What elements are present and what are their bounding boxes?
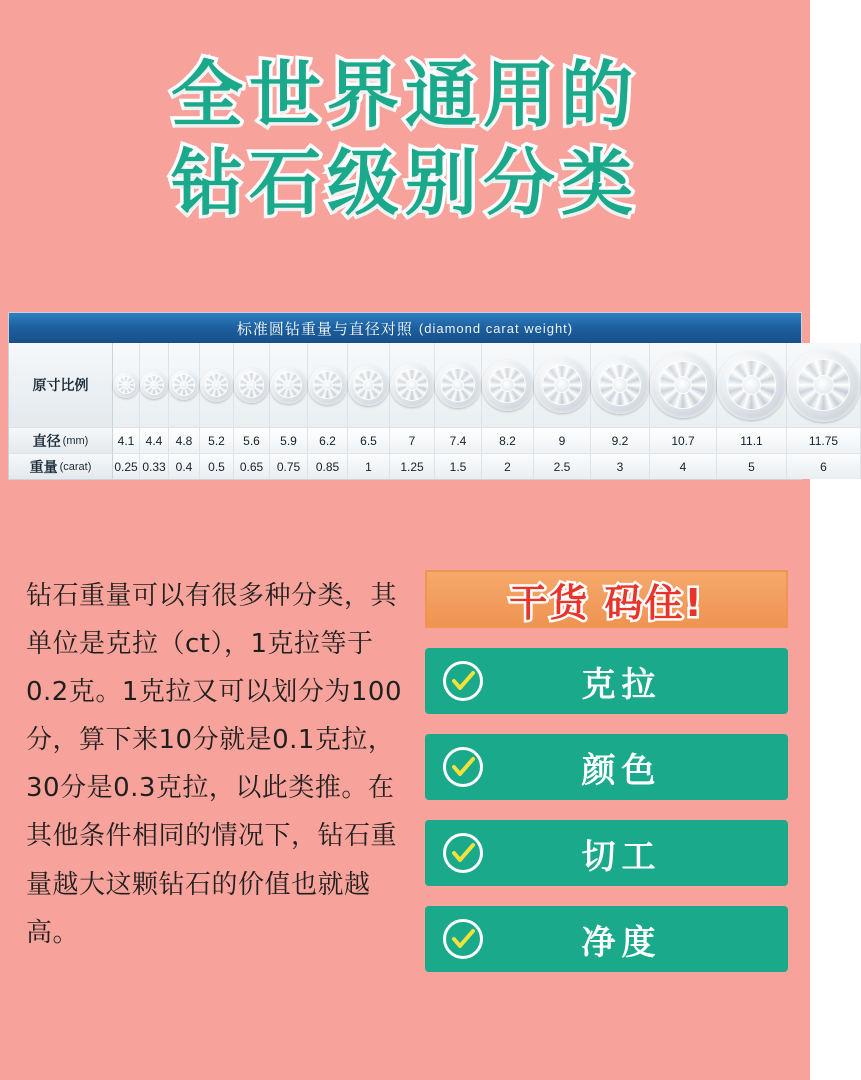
stone-cell (717, 343, 787, 427)
feature-label: 颜色 (581, 750, 662, 791)
stone-cell (308, 343, 348, 427)
description-paragraph: 钻石重量可以有很多种分类，其单位是克拉（ct），1克拉等于0.2克。1克拉又可以划分为100分，算下来10分就是0.1克拉，30分是0.3克拉，以此类推。在其他条件相同的情况下，钻石重量越大这颗钻石的价值也就越高。 (26, 581, 403, 948)
right-column (425, 548, 810, 972)
table-cell: 0.4 (169, 453, 200, 479)
table-cell: 3 (591, 453, 650, 479)
diamond-icon (717, 351, 786, 420)
chart-body (9, 343, 839, 479)
table-cell: 8.2 (482, 427, 534, 453)
stone-cell (169, 343, 200, 427)
stone-cell (650, 343, 717, 427)
chart-header-title: 标准圆钻重量与直径对照 (236, 320, 413, 338)
table-cell: 7 (390, 427, 435, 453)
feature-label: 切工 (581, 836, 662, 877)
table-cell: 1 (348, 453, 390, 479)
row-label-diameter-unit: (mm) (62, 434, 89, 447)
diamond-icon (435, 362, 481, 408)
title-line-2: 钻石级别分类 (170, 140, 639, 225)
stone-cell (390, 343, 435, 427)
row-label-diameter (9, 427, 113, 453)
row-label-weight-text: 重量 (29, 458, 58, 475)
table-cell: 4 (650, 453, 717, 479)
table-cell: 11.1 (717, 427, 787, 453)
diamond-icon (308, 366, 347, 405)
feature-label: 净度 (581, 922, 662, 963)
table-cell: 5 (717, 453, 787, 479)
table-cell: 6 (787, 453, 861, 479)
feature-item-clarity[interactable] (425, 906, 788, 972)
diamond-icon (348, 365, 389, 406)
stone-cell (113, 343, 140, 427)
table-cell: 0.33 (140, 453, 169, 479)
table-cell: 2 (482, 453, 534, 479)
diamond-icon (482, 360, 533, 411)
diamond-icon (270, 367, 307, 404)
feature-item-cut[interactable] (425, 820, 788, 886)
row-label-visual: 原寸比例 (9, 343, 113, 427)
chart-header (9, 313, 801, 343)
diamond-icon (650, 352, 716, 418)
table-cell: 11.75 (787, 427, 861, 453)
diamond-icon (787, 349, 860, 422)
diamond-icon (534, 357, 590, 413)
check-circle-icon (443, 747, 483, 787)
table-cell: 4.4 (140, 427, 169, 453)
stone-cell (435, 343, 482, 427)
table-cell: 7.4 (435, 427, 482, 453)
diamond-icon (390, 363, 434, 407)
stone-cell (787, 343, 861, 427)
stone-cell (200, 343, 234, 427)
table-cell: 5.2 (200, 427, 234, 453)
diamond-icon (113, 372, 139, 398)
page-title (0, 0, 810, 228)
feature-item-carat[interactable] (425, 648, 788, 714)
stone-cell (348, 343, 390, 427)
stone-cell (140, 343, 169, 427)
diamond-icon (140, 371, 168, 399)
stone-cell (482, 343, 534, 427)
row-label-weight-unit: (carat) (59, 460, 92, 473)
check-circle-icon (443, 833, 483, 873)
table-cell: 0.5 (200, 453, 234, 479)
table-cell: 6.2 (308, 427, 348, 453)
diamond-size-chart (8, 312, 839, 480)
table-cell: 9.2 (591, 427, 650, 453)
check-circle-icon (443, 661, 483, 701)
table-cell: 4.8 (169, 427, 200, 453)
row-label-diameter-text: 直径 (32, 432, 61, 449)
chart-header-subtitle: (diamond carat weight) (418, 320, 574, 336)
feature-item-color[interactable] (425, 734, 788, 800)
chart-grid (9, 343, 839, 479)
row-label-weight (9, 453, 113, 479)
table-cell: 9 (534, 427, 591, 453)
diamond-icon (591, 356, 649, 414)
check-circle-icon (443, 919, 483, 959)
stone-cell (534, 343, 591, 427)
highlight-banner (425, 570, 788, 628)
table-cell: 10.7 (650, 427, 717, 453)
table-cell: 6.5 (348, 427, 390, 453)
table-cell: 0.65 (234, 453, 270, 479)
diamond-icon (169, 370, 199, 400)
table-cell: 1.5 (435, 453, 482, 479)
table-cell: 4.1 (113, 427, 140, 453)
diamond-icon (200, 369, 233, 402)
stone-cell (270, 343, 308, 427)
highlight-banner-text: 干货 码住! (509, 580, 704, 625)
table-cell: 1.25 (390, 453, 435, 479)
table-cell: 0.85 (308, 453, 348, 479)
feature-label: 克拉 (581, 664, 662, 705)
stone-cell (234, 343, 270, 427)
table-cell: 5.6 (234, 427, 270, 453)
table-cell: 2.5 (534, 453, 591, 479)
title-line-1: 全世界通用的 (170, 53, 639, 137)
stone-cell (591, 343, 650, 427)
bottom-section (0, 548, 810, 972)
table-cell: 5.9 (270, 427, 308, 453)
diamond-icon (234, 368, 269, 403)
table-cell: 0.75 (270, 453, 308, 479)
table-cell: 0.25 (113, 453, 140, 479)
